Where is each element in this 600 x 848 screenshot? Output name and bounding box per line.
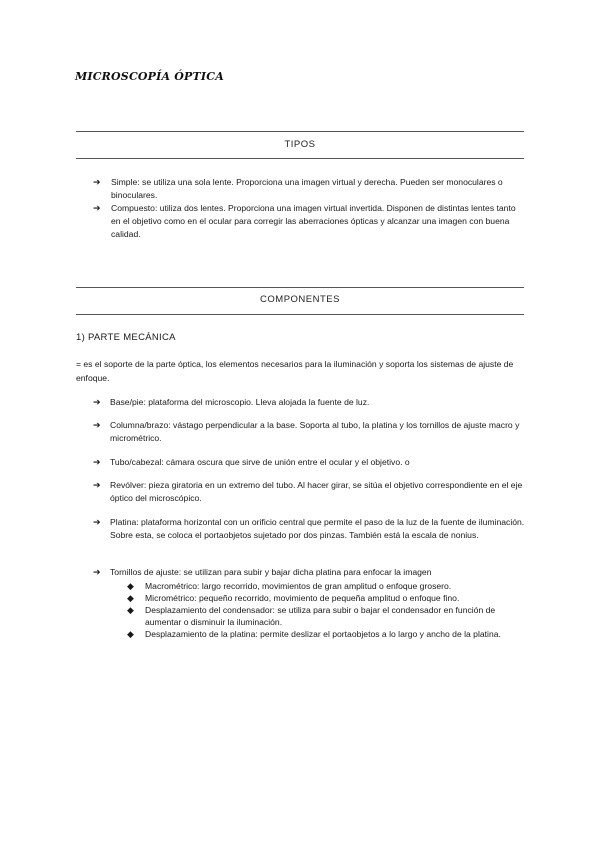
sublist-item-text: Micrométrico: pequeño recorrido, movimiento de pequeña amplitud o enfoque fino. bbox=[145, 593, 460, 603]
tipos-list bbox=[0, 176, 600, 241]
tornillos-sublist bbox=[0, 580, 600, 640]
arrow-icon: ➔ bbox=[93, 177, 101, 187]
list-item bbox=[0, 396, 600, 409]
list-item-text: Simple: se utiliza una sola lente. Proporciona una imagen virtual y derecha. Pueden ser monoculares o binoculares. bbox=[111, 177, 503, 200]
diamond-bullet-icon: ◆ bbox=[127, 581, 134, 591]
section-heading-componentes: COMPONENTES bbox=[260, 294, 340, 305]
sublist-item-text: Desplazamiento del condensador: se utiliza para subir o bajar el condensador en función de aumentar o disminuir la iluminación. bbox=[145, 605, 496, 627]
list-item bbox=[0, 566, 600, 579]
arrow-icon: ➔ bbox=[93, 203, 101, 213]
arrow-icon: ➔ bbox=[93, 420, 101, 430]
diamond-bullet-icon: ◆ bbox=[127, 605, 134, 615]
list-item-text: Revólver: pieza giratoria en un extremo del tubo. Al hacer girar, se sitúa el objetivo correspondiente en el eje óptico del microscópico. bbox=[110, 480, 523, 503]
sublist-item bbox=[0, 604, 600, 628]
subsection-heading: 1) PARTE MECÁNICA bbox=[76, 332, 176, 343]
intro-paragraph: = es el soporte de la parte óptica, los elementos necesarios para la iluminación y soporta los sistemas de ajuste de enfoque. bbox=[76, 359, 514, 383]
divider-line bbox=[76, 287, 524, 288]
arrow-icon: ➔ bbox=[93, 480, 101, 490]
arrow-icon: ➔ bbox=[93, 517, 101, 527]
diamond-bullet-icon: ◆ bbox=[127, 629, 134, 639]
list-item-text: Compuesto: utiliza dos lentes. Proporciona una imagen virtual invertida. Disponen de distintas lentes tanto en el objetivo como en el ocular para corregir las aberraciones ópticas y alcanzar una imagen con buena calidad. bbox=[111, 203, 516, 239]
list-item bbox=[0, 202, 600, 241]
list-item bbox=[0, 456, 600, 469]
list-item bbox=[0, 516, 600, 542]
list-item-text: Columna/brazo: vástago perpendicular a la base. Soporta al tubo, la platina y los tornillos de ajuste macro y micrométrico. bbox=[110, 420, 520, 443]
arrow-icon: ➔ bbox=[93, 457, 101, 467]
list-item bbox=[0, 479, 600, 505]
sublist-item-text: Desplazamiento de la platina: permite deslizar el portaobjetos a lo largo y ancho de la platina. bbox=[145, 629, 501, 639]
list-item-text: Platina: plataforma horizontal con un orificio central que permite el paso de la luz de la fuente de iluminación. Sobre esta, se coloca el portaobjetos sujetado por dos pinzas. También está la escala de nonius. bbox=[110, 517, 525, 540]
list-item-text: Tornillos de ajuste: se utilizan para subir y bajar dicha platina para enfocar la imagen bbox=[110, 567, 432, 577]
list-item-text: Tubo/cabezal: cámara oscura que sirve de unión entre el ocular y el objetivo. o bbox=[110, 457, 410, 467]
list-item bbox=[0, 419, 600, 445]
divider-line bbox=[76, 131, 524, 132]
sublist-item bbox=[0, 592, 600, 604]
list-item-text: Base/pie: plataforma del microscopio. Lleva alojada la fuente de luz. bbox=[110, 397, 370, 407]
arrow-icon: ➔ bbox=[93, 567, 101, 577]
arrow-icon: ➔ bbox=[93, 397, 101, 407]
list-item bbox=[0, 176, 600, 202]
divider-line bbox=[76, 158, 524, 159]
diamond-bullet-icon: ◆ bbox=[127, 593, 134, 603]
divider-line bbox=[76, 314, 524, 315]
sublist-item bbox=[0, 628, 600, 640]
sublist-item-text: Macrométrico: largo recorrido, movimientos de gran amplitud o enfoque grosero. bbox=[145, 581, 452, 591]
section-heading-tipos: TIPOS bbox=[284, 139, 316, 150]
page-title: MICROSCOPÍA ÓPTICA bbox=[75, 70, 224, 83]
sublist-item bbox=[0, 580, 600, 592]
